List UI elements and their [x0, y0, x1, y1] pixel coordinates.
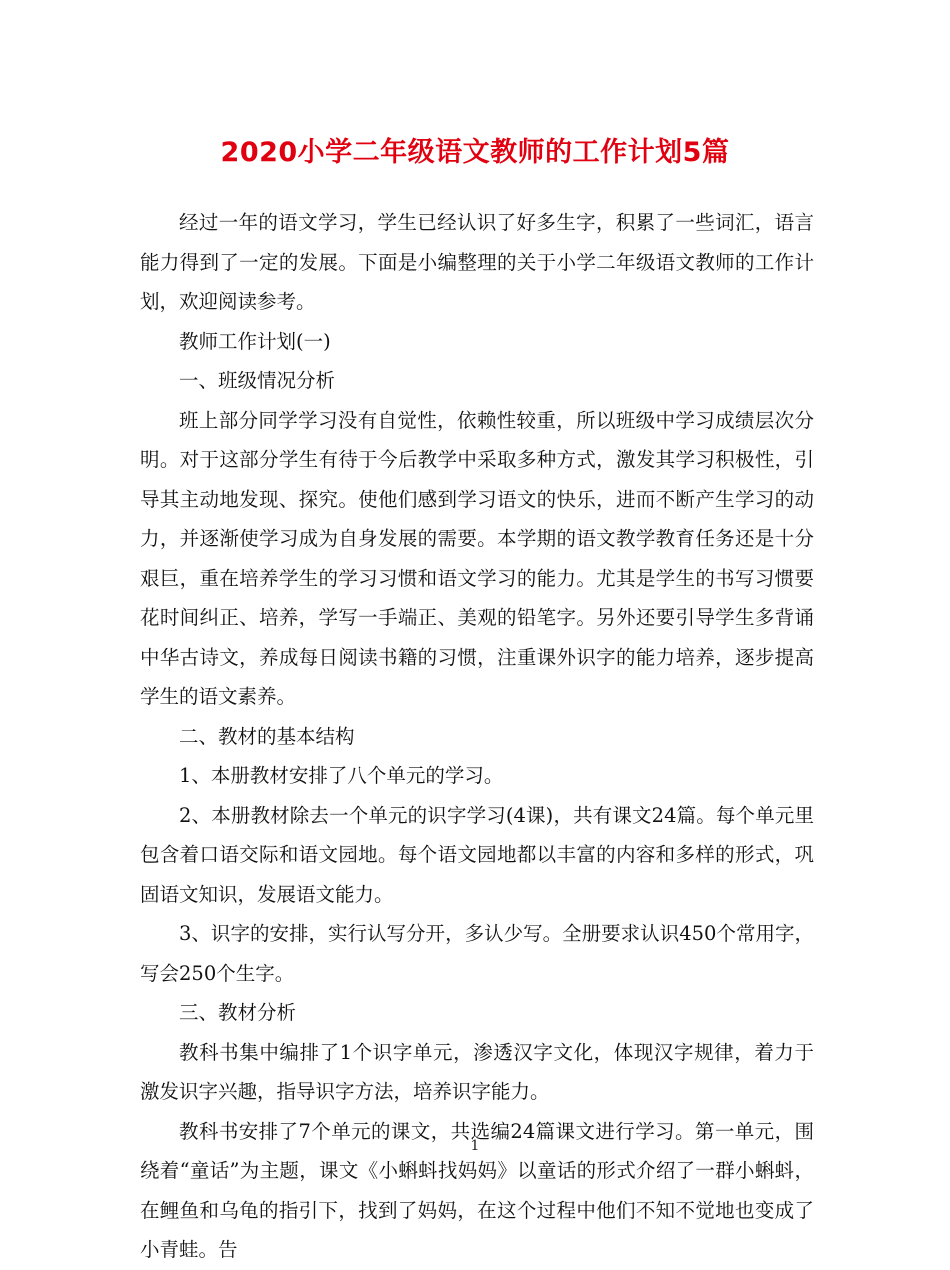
document-body: [140, 203, 814, 1270]
class-analysis-paragraph: 班上部分同学学习没有自觉性，依赖性较重，所以班级中学习成绩层次分明。对于这部分学生有待于今后教学中采取多种方式，激发其学习积极性，引导其主动地发现、探究。使他们感到学习语文的快乐，进而不断产生学习的动力，并逐渐使学习成为自身发展的需要。本学期的语文教学教育任务还是十分艰巨，重在培养学生的学习习惯和语文学习的能力。尤其是学生的书写习惯要花时间纠正、培养，学写一手端正、美观的铅笔字。另外还要引导学生多背诵中华古诗文，养成每日阅读书籍的习惯，注重课外识字的能力培养，逐步提高学生的语文素养。: [140, 408, 814, 708]
document-title: 2020小学二年级语文教师的工作计划5篇: [220, 137, 730, 168]
section-heading-textbook-analysis: 三、教材分析: [179, 1001, 297, 1024]
section-heading-textbook-structure: 二、教材的基本结构: [179, 724, 355, 748]
page-number: 1: [470, 1138, 480, 1154]
structure-item-3: 3、识字的安排，实行认写分开，多认少写。全册要求认识450个常用字，写会250个生字。: [140, 922, 814, 985]
section-heading-class-analysis: 一、班级情况分析: [179, 369, 336, 392]
analysis-paragraph-2: 教科书安排了7个单元的课文，共选编24篇课文进行学习。第一单元，围绕着“童话”为主题，课文《小蝌蚪找妈妈》以童话的形式介绍了一群小蝌蚪，在鲤鱼和乌龟的指引下，找到了妈妈，在这个过程中他们不知不觉地也变成了小青蛙。告: [140, 1119, 814, 1261]
structure-item-1: 1、本册教材安排了八个单元的学习。: [179, 764, 504, 787]
structure-item-2: 2、本册教材除去一个单元的识字学习(4课)，共有课文24篇。每个单元里包含着口语交际和语文园地。每个语文园地都以丰富的内容和多样的形式，巩固语文知识，发展语文能力。: [140, 803, 814, 906]
analysis-paragraph-1: 教科书集中编排了1个识字单元，渗透汉字文化，体现汉字规律，着力于激发识字兴趣，指导识字方法，培养识字能力。: [140, 1040, 814, 1103]
section-heading-plan-one: 教师工作计划(一): [179, 329, 331, 353]
intro-paragraph: 经过一年的语文学习，学生已经认识了好多生字，积累了一些词汇，语言能力得到了一定的发展。下面是小编整理的关于小学二年级语文教师的工作计划，欢迎阅读参考。: [140, 211, 814, 313]
